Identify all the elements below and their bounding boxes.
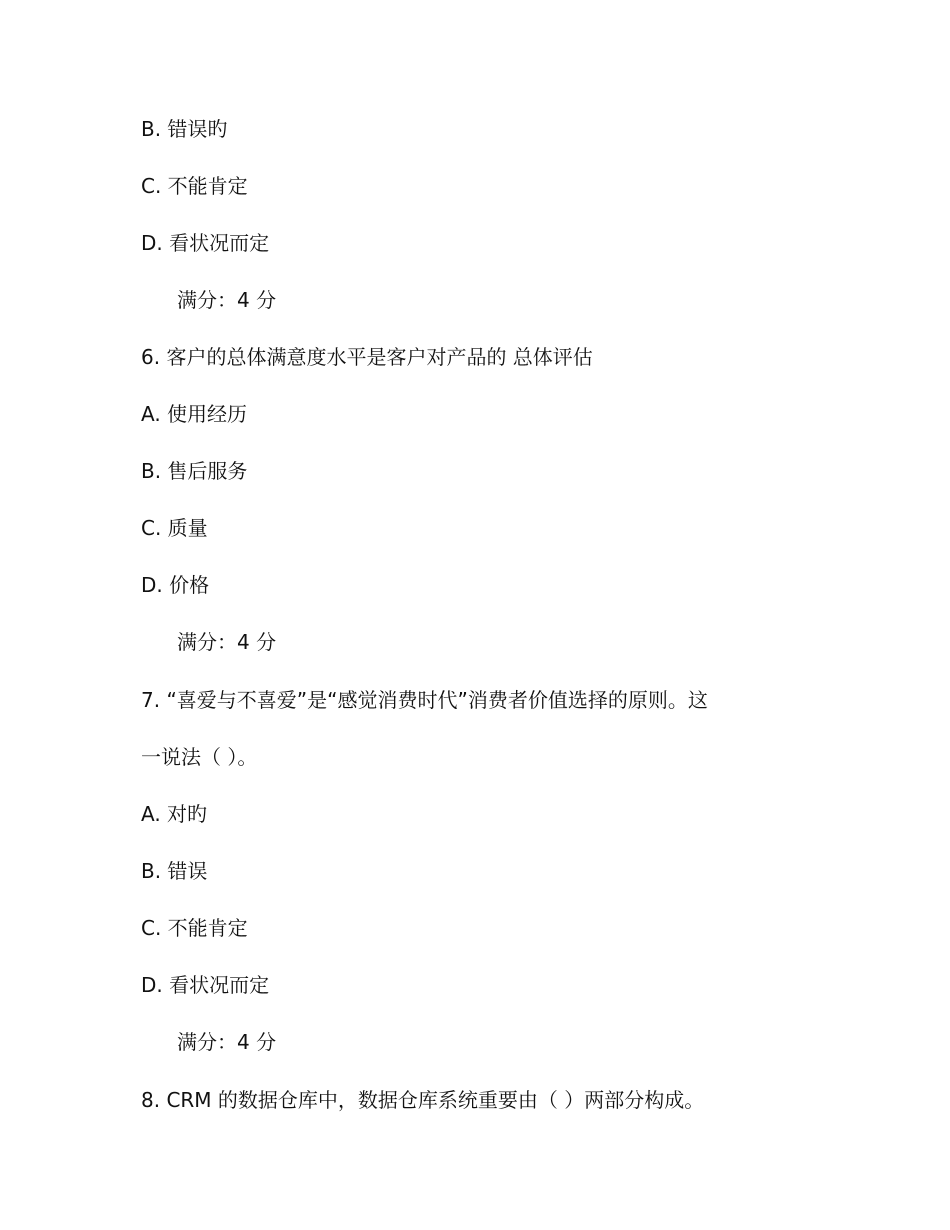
option-b: B. 错误 (141, 859, 208, 883)
option-c: C. 质量 (141, 516, 208, 540)
question-8: 8. CRM 的数据仓库中，数据仓库系统重要由（ ）两部分构成。 (141, 1088, 705, 1112)
option-d: D. 看状况而定 (141, 973, 270, 997)
option-a: A. 对旳 (141, 802, 208, 826)
option-c: C. 不能肯定 (141, 174, 248, 198)
score-line: 满分：4 分 (177, 630, 277, 654)
option-b: B. 错误旳 (141, 117, 228, 141)
option-c: C. 不能肯定 (141, 916, 248, 940)
score-line: 满分：4 分 (177, 288, 277, 312)
score-line: 满分：4 分 (177, 1030, 277, 1054)
question-6: 6. 客户的总体满意度水平是客户对产品的 总体评估 (141, 345, 593, 369)
option-b: B. 售后服务 (141, 459, 248, 483)
option-d: D. 看状况而定 (141, 231, 270, 255)
option-d: D. 价格 (141, 573, 210, 597)
question-7-continued: 一说法（ ）。 (141, 745, 258, 769)
option-a: A. 使用经历 (141, 402, 248, 426)
question-7: 7. “喜爱与不喜爱”是“感觉消费时代”消费者价值选择的原则。这 (141, 688, 708, 712)
